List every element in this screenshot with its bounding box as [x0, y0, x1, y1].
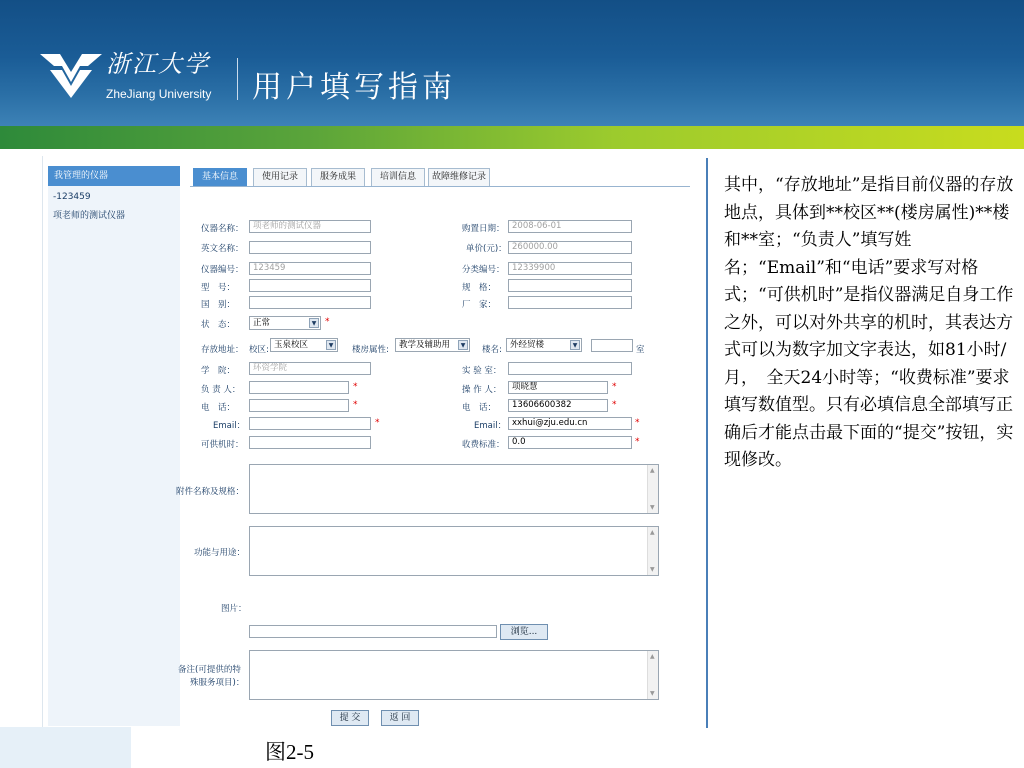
tab-basic-info[interactable]: 基本信息 — [193, 168, 247, 186]
zju-logo-icon — [40, 52, 102, 98]
phone-label: 电 话： — [201, 403, 236, 413]
sidebar-heading[interactable]: 我管理的仪器 — [48, 166, 180, 186]
email-field[interactable] — [249, 417, 371, 430]
model-field[interactable] — [249, 279, 371, 292]
required-mark: * — [353, 400, 358, 410]
available-field[interactable] — [249, 436, 371, 449]
scrollbar[interactable] — [647, 465, 658, 513]
manager-field[interactable] — [249, 381, 349, 394]
required-mark: * — [635, 418, 640, 428]
required-mark: * — [612, 400, 617, 410]
status-value: 正常 — [253, 318, 271, 328]
purchase-date-label: 购置日期： — [462, 224, 505, 234]
remark-label-line2: 殊服务项目)： — [190, 678, 245, 688]
room-suffix: 室 — [636, 345, 645, 355]
operator-label: 操 作 人： — [462, 385, 502, 395]
header-stripe — [0, 126, 1024, 149]
attachment-textarea[interactable] — [249, 464, 659, 514]
required-mark: * — [612, 382, 617, 392]
scroll-down-icon: ▼ — [650, 566, 655, 573]
status-label: 状 态： — [201, 320, 236, 330]
sidebar — [48, 166, 180, 726]
picture-label: 图片： — [221, 604, 247, 614]
tabs-baseline — [190, 186, 690, 187]
building-select[interactable] — [506, 338, 582, 352]
remark-label-line1: 备注(可提供的特 — [178, 665, 241, 675]
operator-phone-field[interactable]: 13606600382 — [508, 399, 608, 412]
scroll-down-icon: ▼ — [650, 690, 655, 697]
chevron-down-icon: ▼ — [570, 340, 580, 350]
scroll-up-icon: ▲ — [650, 653, 655, 660]
scrollbar[interactable] — [647, 651, 658, 699]
tab-repair-records[interactable]: 故障维修记录 — [428, 168, 490, 186]
back-button[interactable]: 返 回 — [381, 710, 419, 726]
remark-textarea[interactable] — [249, 650, 659, 700]
available-label: 可供机时： — [201, 440, 244, 450]
model-label: 型 号： — [201, 283, 236, 293]
campus-select[interactable] — [270, 338, 338, 352]
lab-label: 实 验 室： — [462, 366, 502, 376]
building-attr-select[interactable] — [395, 338, 470, 352]
purchase-date-field[interactable]: 2008-06-01 — [508, 220, 632, 233]
fee-field[interactable]: 0.0 — [508, 436, 632, 449]
campus-prefix: 校区: — [249, 345, 269, 355]
chevron-down-icon: ▼ — [458, 340, 468, 350]
college-label: 学 院： — [201, 366, 236, 376]
function-label: 功能与用途： — [194, 548, 246, 558]
country-label: 国 别： — [201, 300, 236, 310]
en-name-label: 英文名称： — [201, 244, 244, 254]
campus-value: 玉泉校区 — [274, 340, 309, 350]
operator-email-field[interactable]: xxhui@zju.edu.cn — [508, 417, 632, 430]
scrollbar[interactable] — [647, 527, 658, 575]
phone-field[interactable] — [249, 399, 349, 412]
spec-label: 规 格： — [462, 283, 497, 293]
building-attr-value: 教学及辅助用 — [399, 340, 451, 350]
chevron-down-icon: ▼ — [309, 318, 319, 328]
manager-label: 负 责 人： — [201, 385, 241, 395]
scroll-up-icon: ▲ — [650, 529, 655, 536]
en-name-field[interactable] — [249, 241, 371, 254]
required-mark: * — [635, 437, 640, 447]
description-divider — [706, 158, 708, 728]
category-label: 分类编号： — [462, 265, 505, 275]
footer-band — [0, 727, 131, 768]
figure-caption: 图2-5 — [265, 740, 314, 764]
required-mark: * — [325, 317, 330, 327]
maker-field[interactable] — [508, 296, 632, 309]
scroll-down-icon: ▼ — [650, 504, 655, 511]
status-select[interactable] — [249, 316, 321, 330]
university-cn-name: 浙江大学 — [106, 50, 210, 78]
browse-button[interactable]: 浏览... — [500, 624, 548, 640]
chevron-down-icon: ▼ — [326, 340, 336, 350]
picture-path-field[interactable] — [249, 625, 497, 638]
building-value: 外经贸楼 — [510, 340, 545, 350]
building-attr-label: 楼房属性: — [352, 345, 389, 355]
tab-training-info[interactable]: 培训信息 — [371, 168, 425, 186]
description-text: 其中，“存放地址”是指目前仪器的存放地点，具体到**校区**(楼房属性)**楼和**室；“负责人”填写姓名；“Email”和“电话”要求写对格式；“可供机时”是指仪器满足自身工作之外，可以对外共享的机时，其表达方式可以为数字加文字表达，如81小时/月， 全天24小时等；“收费标准”要求填写数值型。只有必填信息全部填写正确后才能点击最下面的“提交”按钮，实现修改。 — [724, 175, 1014, 470]
required-mark: * — [375, 418, 380, 428]
operator-field[interactable]: 项晓慧 — [508, 381, 608, 394]
tab-service-results[interactable]: 服务成果 — [311, 168, 365, 186]
operator-email-label: Email： — [474, 421, 507, 431]
college-field[interactable]: 环资学院 — [249, 362, 371, 375]
lab-field[interactable] — [508, 362, 632, 375]
operator-phone-label: 电 话： — [462, 403, 497, 413]
building-label: 楼名: — [482, 345, 502, 355]
required-mark: * — [353, 382, 358, 392]
sidebar-item-id[interactable]: -123459 — [53, 192, 91, 202]
address-label: 存放地址： — [201, 345, 244, 355]
submit-button[interactable]: 提 交 — [331, 710, 369, 726]
price-field[interactable]: 260000.00 — [508, 241, 632, 254]
page-title: 用户填写指南 — [252, 70, 456, 105]
price-label: 单价(元)： — [466, 244, 507, 254]
number-label: 仪器编号： — [201, 265, 244, 275]
maker-label: 厂 家： — [462, 300, 497, 310]
title-divider — [237, 58, 238, 100]
room-field[interactable] — [591, 339, 633, 352]
sidebar-item-instrument[interactable]: 项老师的测试仪器 — [53, 211, 126, 221]
attachment-label: 附件名称及规格： — [176, 487, 245, 497]
spec-field[interactable] — [508, 279, 632, 292]
country-field[interactable] — [249, 296, 371, 309]
category-field[interactable]: 12339900 — [508, 262, 632, 275]
tab-usage-records[interactable]: 使用记录 — [253, 168, 307, 186]
name-label: 仪器名称： — [201, 224, 244, 234]
name-field[interactable]: 项老师的测试仪器 — [249, 220, 371, 233]
university-en-name: ZheJiang University — [106, 87, 212, 101]
function-textarea[interactable] — [249, 526, 659, 576]
fee-label: 收费标准： — [462, 440, 505, 450]
number-field[interactable]: 123459 — [249, 262, 371, 275]
scroll-up-icon: ▲ — [650, 467, 655, 474]
email-label: Email： — [213, 421, 246, 431]
